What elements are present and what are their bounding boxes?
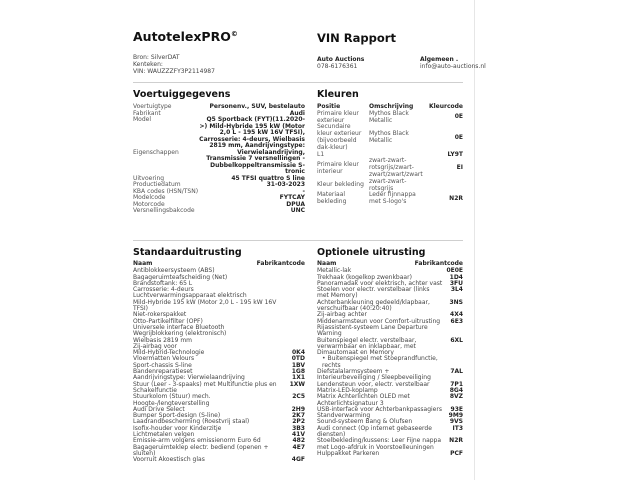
equipment-name: Bagageruimteafscheiding (Net) — [133, 273, 228, 281]
equipment-name: Panoramadak voor elektrisch, achter vast — [317, 279, 443, 287]
app-title — [133, 29, 238, 44]
kleur-omschrijving: Leder fijnnappa met S-logo's — [368, 191, 416, 206]
vehicle-meta — [133, 54, 215, 76]
section-title-optionele-uitrusting: Optionele uitrusting — [317, 247, 426, 258]
equipment-name: Trekhaak (kogelkop zwenkbaar) — [317, 273, 412, 281]
vehicle-data-value: Vierwielaandrijving, Transmissie 7 versnellingen - Dubbelkoppeltransmissie S-tronic — [206, 148, 305, 175]
equipment-name: Otto-Partikelfilter (OPF) — [133, 317, 203, 325]
equipment-name: Bumper Sport-design (S-line) — [133, 412, 221, 420]
meta-bron: Bron: SilverDAT — [133, 54, 180, 61]
equipment-row — [133, 457, 305, 463]
equipment-code: 8VZ — [449, 393, 463, 401]
equipment-code: 0E0E — [446, 267, 463, 275]
equipment-code: 482 — [292, 437, 305, 445]
contact-email: info@auto-auctions.nl — [420, 63, 486, 71]
vehicle-data-value: DPUA — [286, 200, 305, 208]
report-title: VIN Rapport — [317, 31, 396, 45]
kleur-positie: Primaire kleur interieur — [317, 160, 359, 175]
equipment-code: 41V — [292, 431, 305, 439]
equipment-row — [317, 338, 463, 357]
vehicle-data-value: Personenv., SUV, bestelauto — [209, 103, 305, 110]
equipment-code: 3B3 — [292, 424, 305, 432]
optioneel-header-naam: Naam — [317, 260, 337, 267]
equipment-code: 4GF — [291, 456, 305, 464]
equipment-name: Stoelbekleding/kussens: Leer Fijne nappa met Logo-afdruk in Voorstoelleuningen — [317, 437, 442, 451]
equipment-code: 0K4 — [292, 349, 305, 357]
kleur-code: EI — [456, 164, 463, 172]
equipment-code: 3FU — [449, 279, 463, 287]
vehicle-data-row — [133, 117, 305, 150]
equipment-code: 1D4 — [449, 273, 463, 281]
kleuren-header-omschrijving: Omschrijving — [368, 103, 414, 110]
equipment-name: Zij-airbag achter — [317, 311, 367, 319]
vehicle-data-row — [133, 208, 305, 215]
kleur-code — [429, 179, 463, 193]
equipment-code: PCF — [450, 449, 463, 457]
optioneel-items — [317, 268, 463, 457]
contact-phone: 078-6176361 — [317, 63, 358, 71]
equipment-name: Voorruit Akoestisch glas — [133, 456, 205, 464]
section-title-standaarduitrusting: Standaarduitrusting — [133, 247, 242, 258]
vehicle-data-label: Eigenschappen — [133, 148, 179, 156]
kleuren-header-positie: Positie — [317, 103, 341, 110]
equipment-name: Laadrandbescherming (Roestvrij staal) — [133, 418, 250, 426]
vehicle-data-value: - — [302, 187, 305, 195]
equipment-name: Audi Drive Select — [133, 405, 185, 413]
vehicle-data-label: Modelcode — [133, 194, 166, 201]
equipment-code: 2P2 — [292, 418, 305, 426]
equipment-name: Antiblokkeersysteem (ABS) — [133, 267, 215, 275]
equipment-name: Matrix-LED-koplamp — [317, 386, 378, 394]
header-divider — [133, 82, 463, 83]
equipment-code: 4X4 — [450, 311, 463, 319]
contact-department: Algemeen . — [420, 56, 459, 63]
vehicle-data-label: Model — [133, 116, 152, 123]
standaard-header-naam: Naam — [133, 260, 153, 267]
equipment-code: IT3 — [452, 424, 463, 432]
equipment-name: Sport-chassis S-line — [133, 361, 192, 369]
section-title-kleuren: Kleuren — [317, 89, 359, 100]
vehicle-data-label: KBA codes (HSN/TSN) — [133, 187, 199, 195]
equipment-name: Achterbankleuning gedeeld/klapbaar, verschuifbaar (40:20:40) — [317, 298, 430, 313]
equipment-row — [317, 394, 463, 407]
optioneel-header-code: Fabrikantcode — [414, 260, 463, 267]
equipment-name: Mild-Hybrid-Technologie — [133, 349, 205, 357]
kleur-omschrijving: Mythos Black Metallic — [368, 130, 409, 144]
vehicle-data-label: Uitvoering — [133, 174, 165, 182]
kleuren-row — [317, 192, 463, 206]
vehicle-data-label: Fabrikant — [133, 109, 161, 117]
equipment-name: Isofix-houder voor Kinderzitje — [133, 424, 222, 432]
equipment-name: Lendensteun voor, electr. verstelbaar — [317, 380, 430, 388]
equipment-name: Diefstalalarmsysteem + Interieurbeveiliging / Sleepbeveiliging — [317, 368, 431, 382]
kleuren-header-kleurcode: Kleurcode — [428, 103, 463, 110]
kleur-omschrijving: Mythos Black Metallic — [368, 109, 409, 124]
equipment-name: Stuurkolom (Stuur) mech. Hoogte-/lengteverstelling — [133, 393, 211, 407]
kleur-code: 0E — [454, 133, 463, 141]
equipment-name: Luchtverwarmingsapparaat elektrisch — [133, 292, 247, 300]
app-title-text: AutotelexPRO — [133, 29, 231, 44]
equipment-name: Sound-systeem Bang & Olufsen — [317, 418, 413, 426]
equipment-code: 2C5 — [292, 393, 305, 401]
optionele-uitrusting-list — [317, 261, 463, 457]
vehicle-data-label: Voertuigtype — [133, 103, 172, 110]
equipment-row — [133, 394, 305, 407]
kleur-omschrijving: zwart-zwart-rotsgrijs — [368, 177, 407, 192]
kleur-code: LY9T — [447, 150, 463, 158]
contact-company-block — [317, 56, 364, 70]
equipment-code: 4E7 — [292, 443, 305, 451]
kleur-positie: Primaire kleur exterieur — [317, 109, 359, 124]
equipment-name: Standverwarming — [317, 412, 371, 420]
vehicle-data-value: Q5 Sportback (FYT)(11.2020->) Mild-Hybride 195 kW (Motor 2,0 L - 195 kW 16V TFSI), Carrosserie: 4-deurs, Wielbasis 2819 mm, Aandrijvingstype: — [199, 116, 305, 149]
equipment-name: Rijassistent-systeem Lane Departure Warning — [317, 323, 428, 338]
equipment-name: Niet-rokerspakket — [133, 311, 187, 319]
equipment-code: 6XL — [450, 336, 463, 344]
equipment-name: Vloermatten Velours — [133, 355, 195, 363]
kleur-positie: Kleur bekleding — [317, 181, 364, 189]
equipment-code: 2K7 — [292, 412, 305, 420]
standaard-header-code: Fabrikantcode — [256, 260, 305, 267]
equipment-name: Bagageruimteklep electr. bediend (openen + sluiten) — [133, 443, 269, 457]
equipment-name: Buitenspiegel electr. verstelbaar, verwarmbaar en inklapbaar, met Dimautomaat en Memory — [317, 336, 417, 357]
kleuren-row — [317, 179, 463, 193]
section-divider — [133, 240, 463, 241]
equipment-name: Matrix Achterlichten OLED met Achterlichtsignatuur 3 — [317, 393, 410, 407]
kleuren-rows — [317, 111, 463, 206]
copyright-mark: © — [230, 29, 238, 38]
equipment-name: Brandstoftank: 65 L — [133, 279, 193, 287]
vehicle-data-label: Motorcode — [133, 200, 165, 208]
equipment-name: Metallic-lak — [317, 267, 352, 275]
kleur-positie: L1 — [317, 150, 325, 158]
equipment-name: Stuur (Leer - 3-spaaks) met Multifunctie plus en Schakelfunctie — [133, 380, 277, 394]
equipment-code: 9VS — [449, 418, 463, 426]
vehicle-data-label: Productiedatum — [133, 181, 181, 188]
equipment-name: Universele interface Bluetooth — [133, 323, 225, 331]
equipment-code: 2H9 — [291, 405, 305, 413]
equipment-code: 7AL — [450, 368, 463, 376]
equipment-code: 3NS — [449, 298, 463, 306]
equipment-code: 1BV — [291, 361, 305, 369]
equipment-code: 8G4 — [449, 386, 463, 394]
kleur-positie: Secundaire kleur exterieur (bijvoorbeeld dak-kleur) — [317, 123, 362, 151]
vehicle-data-value: FYTCAY — [279, 194, 305, 201]
kleur-code: N2R — [449, 194, 463, 202]
equipment-row — [317, 287, 463, 300]
equipment-code: N2R — [449, 437, 463, 445]
kleuren-row — [317, 111, 463, 125]
standaarduitrusting-list — [133, 261, 305, 464]
equipment-code: 93E — [450, 405, 463, 413]
equipment-code: 1X1 — [292, 374, 305, 382]
equipment-code: 1G8 — [291, 368, 305, 376]
equipment-name: USB-interface voor Achterbankpassagiers — [317, 405, 442, 413]
equipment-name: Lichtmetalen velgen — [133, 431, 195, 439]
equipment-name: Zij-airbag voor — [133, 342, 177, 350]
equipment-name: Wielbasis 2819 mm — [133, 336, 193, 344]
page-right-edge — [474, 0, 475, 480]
kleur-positie: Materiaal bekleding — [317, 191, 347, 206]
equipment-name: Hulppakket Parkeren — [317, 449, 380, 457]
equipment-code: 7P1 — [450, 380, 463, 388]
vehicle-data-value: 45 TFSI quattro S line — [231, 174, 305, 182]
equipment-name: Middenarmsteun voor Comfort-uitrusting — [317, 317, 441, 325]
contact-general-block — [420, 56, 486, 70]
equipment-name: Carrosserie: 4-deurs — [133, 286, 194, 294]
kleuren-row — [317, 158, 463, 178]
meta-kenteken: Kenteken: — [133, 61, 163, 69]
meta-vin: VIN: WAUZZZFY3P2114987 — [133, 68, 215, 76]
equipment-name: Bandenreparatieset — [133, 368, 193, 376]
kleuren-table — [317, 104, 463, 206]
equipment-name: • Buitenspiegel met Stoeprandfunctie, rechts — [317, 356, 443, 369]
vehicle-data-value: 31-03-2023 — [266, 181, 305, 188]
equipment-row — [317, 369, 463, 382]
equipment-name: Audi connect (Op internet gebaseerde diensten) — [317, 424, 432, 439]
standaard-items — [133, 268, 305, 463]
equipment-name: Wegrijblokkering (elektronisch) — [133, 330, 227, 338]
equipment-name: Emissie-arm volgens emissienorm Euro 6d — [133, 437, 261, 445]
vehicle-data-value: Audi — [289, 109, 305, 117]
voertuiggegevens-table — [133, 104, 305, 215]
contact-company: Auto Auctions — [317, 56, 365, 63]
vehicle-data-label: Versnellingsbakcode — [133, 207, 195, 214]
equipment-name: Stoelen voor electr. verstelbaar (links met Memory) — [317, 286, 430, 300]
kleur-code: 0E — [454, 113, 463, 121]
equipment-name: Aandrijvingstype: Vierwielaandrijving — [133, 374, 245, 382]
equipment-row — [317, 325, 463, 338]
equipment-code: 0TD — [291, 355, 305, 363]
kleuren-row — [317, 124, 463, 151]
section-title-voertuiggegevens: Voertuiggegevens — [133, 89, 231, 100]
equipment-name: Mild-Hybride 195 kW (Motor 2,0 L - 195 kW 16V TFSI) — [133, 298, 277, 313]
equipment-row — [317, 451, 463, 457]
vehicle-data-value: UNC — [290, 207, 305, 214]
vehicle-data-row — [133, 150, 305, 176]
kleur-omschrijving: zwart-zwart-rotsgrijs/zwart-zwart/zwart/zwart — [368, 157, 423, 178]
equipment-code: 9M9 — [448, 412, 463, 420]
equipment-code: 3L4 — [450, 286, 463, 294]
equipment-code: 1XW — [289, 380, 305, 388]
equipment-code: 6E3 — [450, 317, 463, 325]
